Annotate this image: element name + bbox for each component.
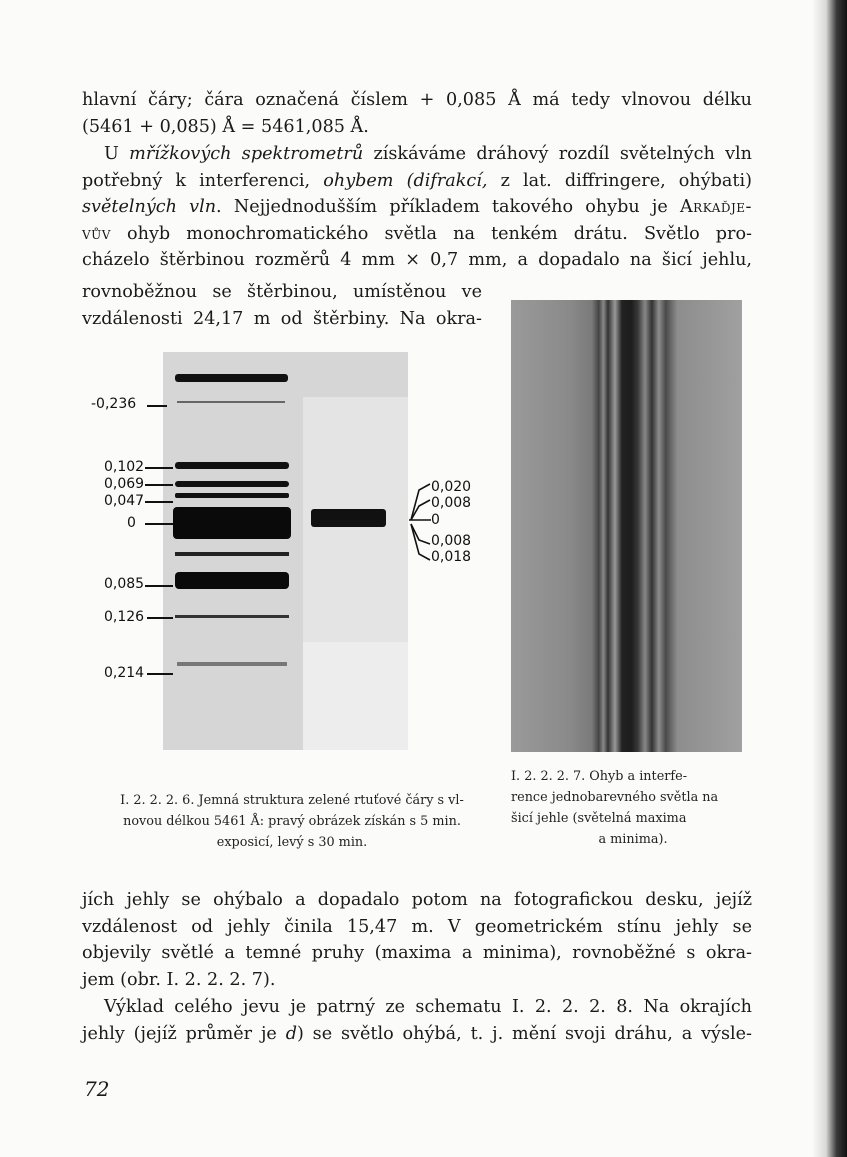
caption-line: novou délkou 5461 Å: pravý obrázek získán s 5 min. xyxy=(123,814,461,829)
text-span: ohyb monochromatického světla na tenkém drátu. Světlo pro- xyxy=(110,223,752,244)
offset-label: 0 xyxy=(431,512,440,528)
text-line: vzdálenosti 24,17 m od štěrbiny. Na okra- xyxy=(82,308,482,329)
caption-line: I. 2. 2. 2. 6. Jemná struktura zelené rtuťové čáry s vl- xyxy=(120,793,464,808)
offset-label: 0,069 xyxy=(104,476,145,492)
text-span: . Nejjednodušším příkladem takového ohybu je xyxy=(216,197,680,217)
paragraph-wrap xyxy=(82,279,482,332)
offset-label: 0,214 xyxy=(104,665,145,681)
caption-line: rence jednobarevného světla na xyxy=(511,790,719,805)
paragraph-intro xyxy=(82,87,752,140)
text-span: jehly (jejíž průměr je xyxy=(82,1023,286,1044)
text-line: objevily světlé a temné pruhy (maxima a minima), rovnoběžné s okra- xyxy=(82,943,752,963)
italic-term: mřížkových spektrometrů xyxy=(129,144,364,164)
paragraph-result xyxy=(82,887,752,993)
caption-line: a minima). xyxy=(598,832,668,847)
text-line: hlavní čáry; čára označená číslem + 0,085 Å má tedy vlnovou délku xyxy=(82,90,752,110)
text-line xyxy=(82,221,752,248)
text-line: Výklad celého jevu je patrný ze schematu I. 2. 2. 2. 8. Na okrajích xyxy=(104,997,752,1017)
label-leader xyxy=(145,585,173,587)
author-name: Arkaďje- xyxy=(679,197,752,217)
caption-left xyxy=(85,790,499,853)
label-leader xyxy=(147,617,173,619)
offset-label: 0,018 xyxy=(431,549,472,565)
text-line xyxy=(82,194,752,221)
text-span: získáváme dráhový rozdíl světelných vln xyxy=(363,144,753,164)
text-line xyxy=(82,141,752,168)
text-line xyxy=(82,1021,752,1048)
label-leader xyxy=(145,501,173,503)
offset-label: 0,020 xyxy=(431,479,472,495)
text-line xyxy=(82,168,752,195)
offset-label: 0,102 xyxy=(104,459,145,475)
italic-term: ohybem (difrakcí, xyxy=(323,170,488,191)
offset-label: 0,085 xyxy=(104,576,145,592)
caption-line: šicí jehle (světelná maxima xyxy=(511,811,687,826)
book-spine-shadow xyxy=(812,0,847,1157)
text-line: jích jehly se ohýbalo a dopadalo potom na fotografickou desku, jejíž xyxy=(82,890,752,910)
text-span: U xyxy=(104,144,130,164)
spectrum-bands xyxy=(163,352,408,750)
label-leader xyxy=(145,467,173,469)
offset-label: 0 xyxy=(127,515,136,531)
italic-symbol: d xyxy=(285,1023,297,1044)
caption-line: exposicí, levý s 30 min. xyxy=(216,835,368,850)
text-line: (5461 + 0,085) Å = 5461,085 Å. xyxy=(82,116,369,137)
text-span: z lat. diffringere, ohýbati) xyxy=(487,170,752,191)
spectrum-photo xyxy=(163,352,408,750)
text-line: vzdálenost od jehly činila 15,47 m. V geometrickém stínu jehly se xyxy=(82,916,752,937)
text-span: potřebný k interferenci, xyxy=(82,170,324,191)
text-span: ) se světlo ohýbá, t. j. mění svoji dráhu, a výsle- xyxy=(296,1023,752,1044)
caption-line: I. 2. 2. 2. 7. Ohyb a interfe- xyxy=(511,769,688,784)
paragraph-grating xyxy=(82,141,752,274)
offset-label: -0,236 xyxy=(91,396,137,412)
label-leader xyxy=(145,523,173,525)
author-name: vův xyxy=(82,223,111,244)
caption-right xyxy=(511,766,755,850)
paragraph-explanation xyxy=(82,994,752,1047)
italic-term: světelných vln xyxy=(82,197,217,217)
offset-label: 0,126 xyxy=(104,609,145,625)
label-leader xyxy=(145,484,173,486)
label-leader xyxy=(147,673,173,675)
text-line: jem (obr. I. 2. 2. 2. 7). xyxy=(82,969,276,990)
offset-label: 0,008 xyxy=(431,495,472,511)
page-number: 72 xyxy=(84,1077,110,1101)
text-line: cházelo štěrbinou rozměrů 4 mm × 0,7 mm, a dopadalo na šicí jehlu, xyxy=(82,250,752,270)
label-leader xyxy=(147,405,167,407)
diffraction-fringes xyxy=(511,300,742,752)
offset-label: 0,047 xyxy=(104,493,145,509)
offset-label: 0,008 xyxy=(431,533,472,549)
text-line: rovnoběžnou se štěrbinou, umístěnou ve xyxy=(82,282,482,302)
diffraction-photo xyxy=(511,300,742,752)
